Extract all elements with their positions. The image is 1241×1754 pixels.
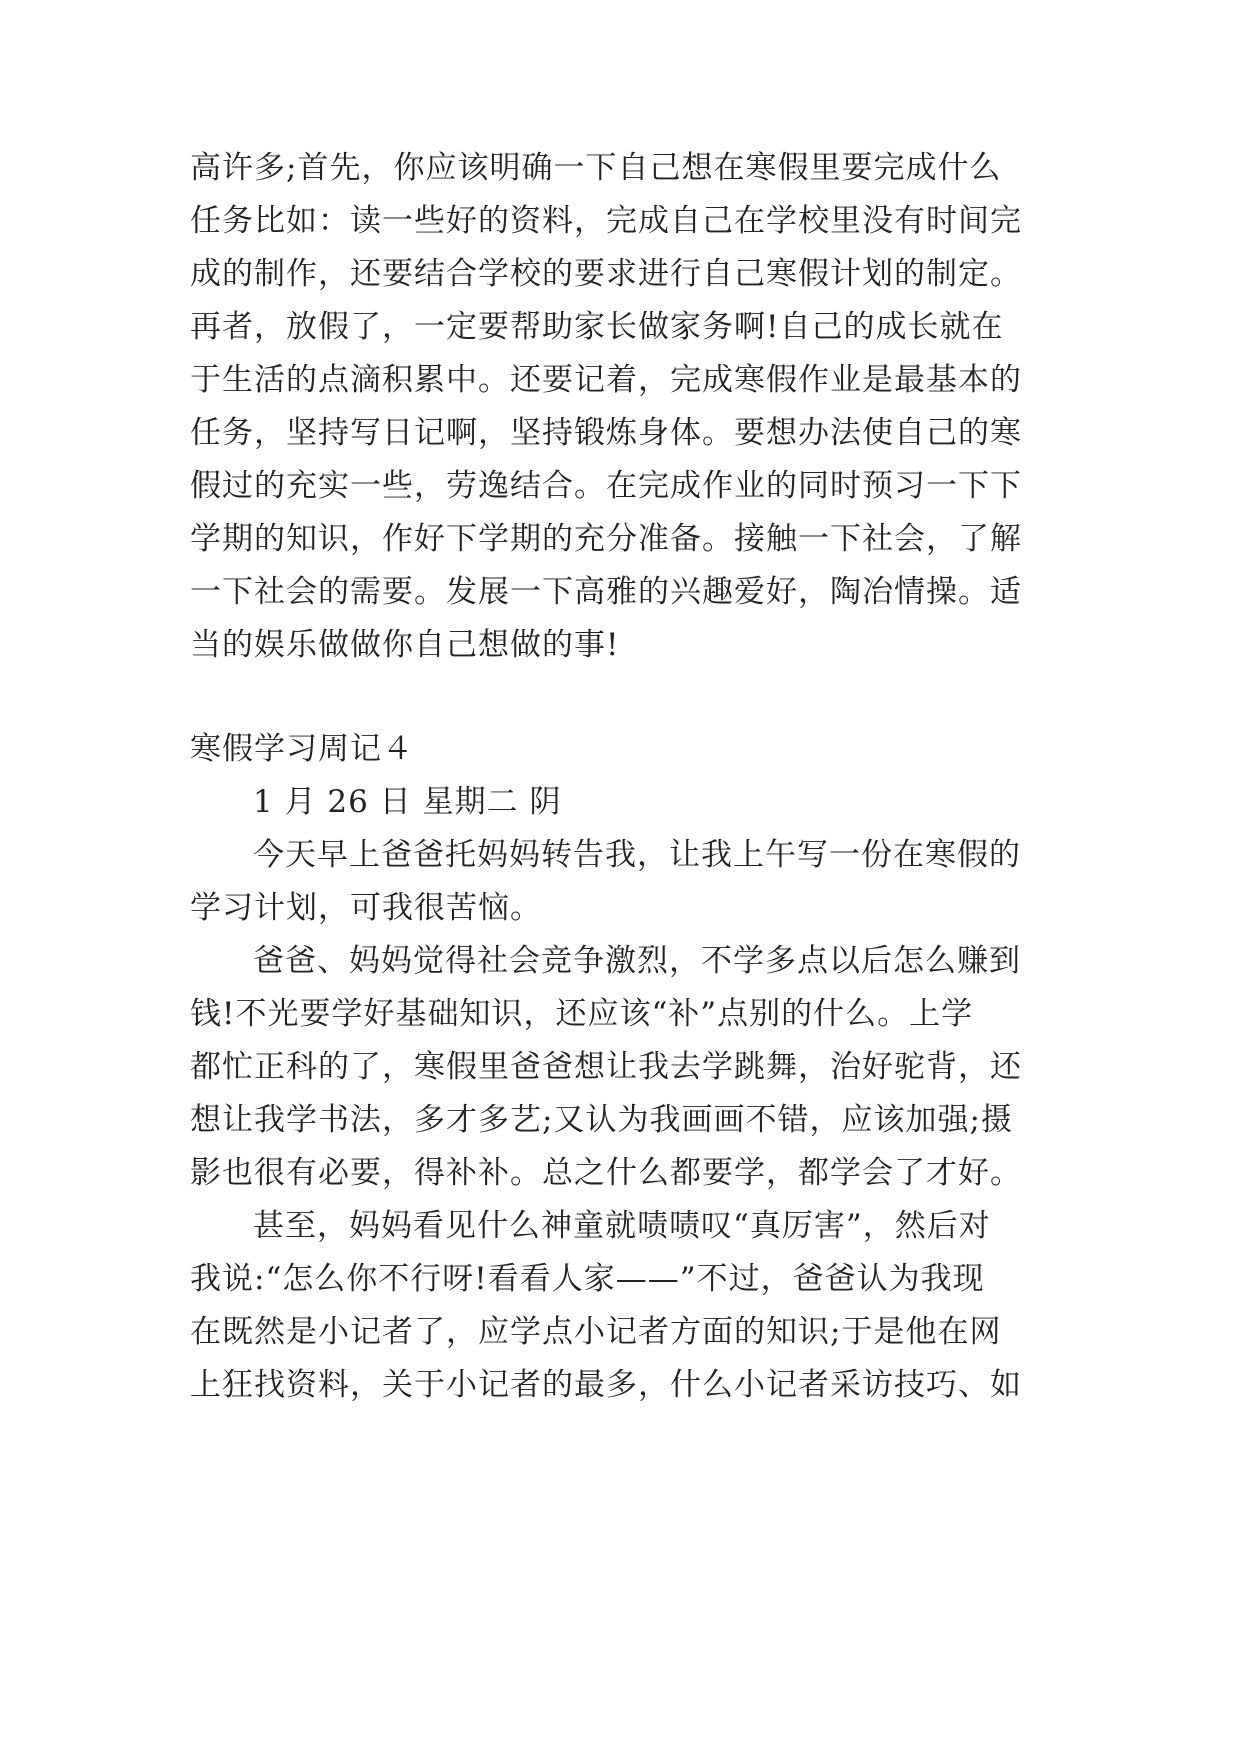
text-line: 任务比如：读一些好的资料，完成自己在学校里没有时间完 <box>190 203 1022 239</box>
text-line: 想让我学书法，多才多艺;又认为我画画不错，应该加强;摄 <box>190 1102 1013 1138</box>
text-line: 假过的充实一些，劳逸结合。在完成作业的同时预习一下下 <box>190 468 1022 504</box>
text-line: 爸爸、妈妈觉得社会竞争激烈，不学多点以后怎么赚到 <box>253 943 1021 979</box>
text-line: 再者，放假了，一定要帮助家长做家务啊!自己的成长就在 <box>190 309 1004 345</box>
text-line: 成的制作，还要结合学校的要求进行自己寒假计划的制定。 <box>190 256 1022 292</box>
text-line: 影也很有必要，得补补。总之什么都要学，都学会了才好。 <box>190 1155 1022 1191</box>
text-line: 甚至，妈妈看见什么神童就啧啧叹“真厉害”，然后对 <box>253 1208 991 1244</box>
text-line: 学习计划，可我很苦恼。 <box>190 890 542 926</box>
text-line: 我说:“怎么你不行呀!看看人家——”不过，爸爸认为我现 <box>190 1261 985 1297</box>
text-line: 高许多;首先，你应该明确一下自己想在寒假里要完成什么 <box>190 150 1002 186</box>
text-line: 任务，坚持写日记啊，坚持锻炼身体。要想办法使自己的寒 <box>190 415 1022 451</box>
text-line: 当的娱乐做做你自己想做的事! <box>190 627 620 663</box>
text-line: 于生活的点滴积累中。还要记着，完成寒假作业是最基本的 <box>190 362 1022 398</box>
text-line: 上狂找资料，关于小记者的最多，什么小记者采访技巧、如 <box>190 1367 1022 1403</box>
text-line: 今天早上爸爸托妈妈转告我，让我上午写一份在寒假的 <box>253 837 1021 873</box>
text-line: 钱!不光要学好基础知识，还应该“补”点别的什么。上学 <box>190 996 974 1032</box>
text-line: 在既然是小记者了，应学点小记者方面的知识;于是他在网 <box>190 1314 1002 1350</box>
section-title: 寒假学习周记４ <box>190 731 414 767</box>
text-line: 一下社会的需要。发展一下高雅的兴趣爱好，陶冶情操。适 <box>190 574 1022 610</box>
text-line: 学期的知识，作好下学期的充分准备。接触一下社会，了解 <box>190 521 1022 557</box>
date-line: 1 月 26 日 星期二 阴 <box>253 784 562 820</box>
text-line: 都忙正科的了，寒假里爸爸想让我去学跳舞，治好驼背，还 <box>190 1049 1022 1085</box>
